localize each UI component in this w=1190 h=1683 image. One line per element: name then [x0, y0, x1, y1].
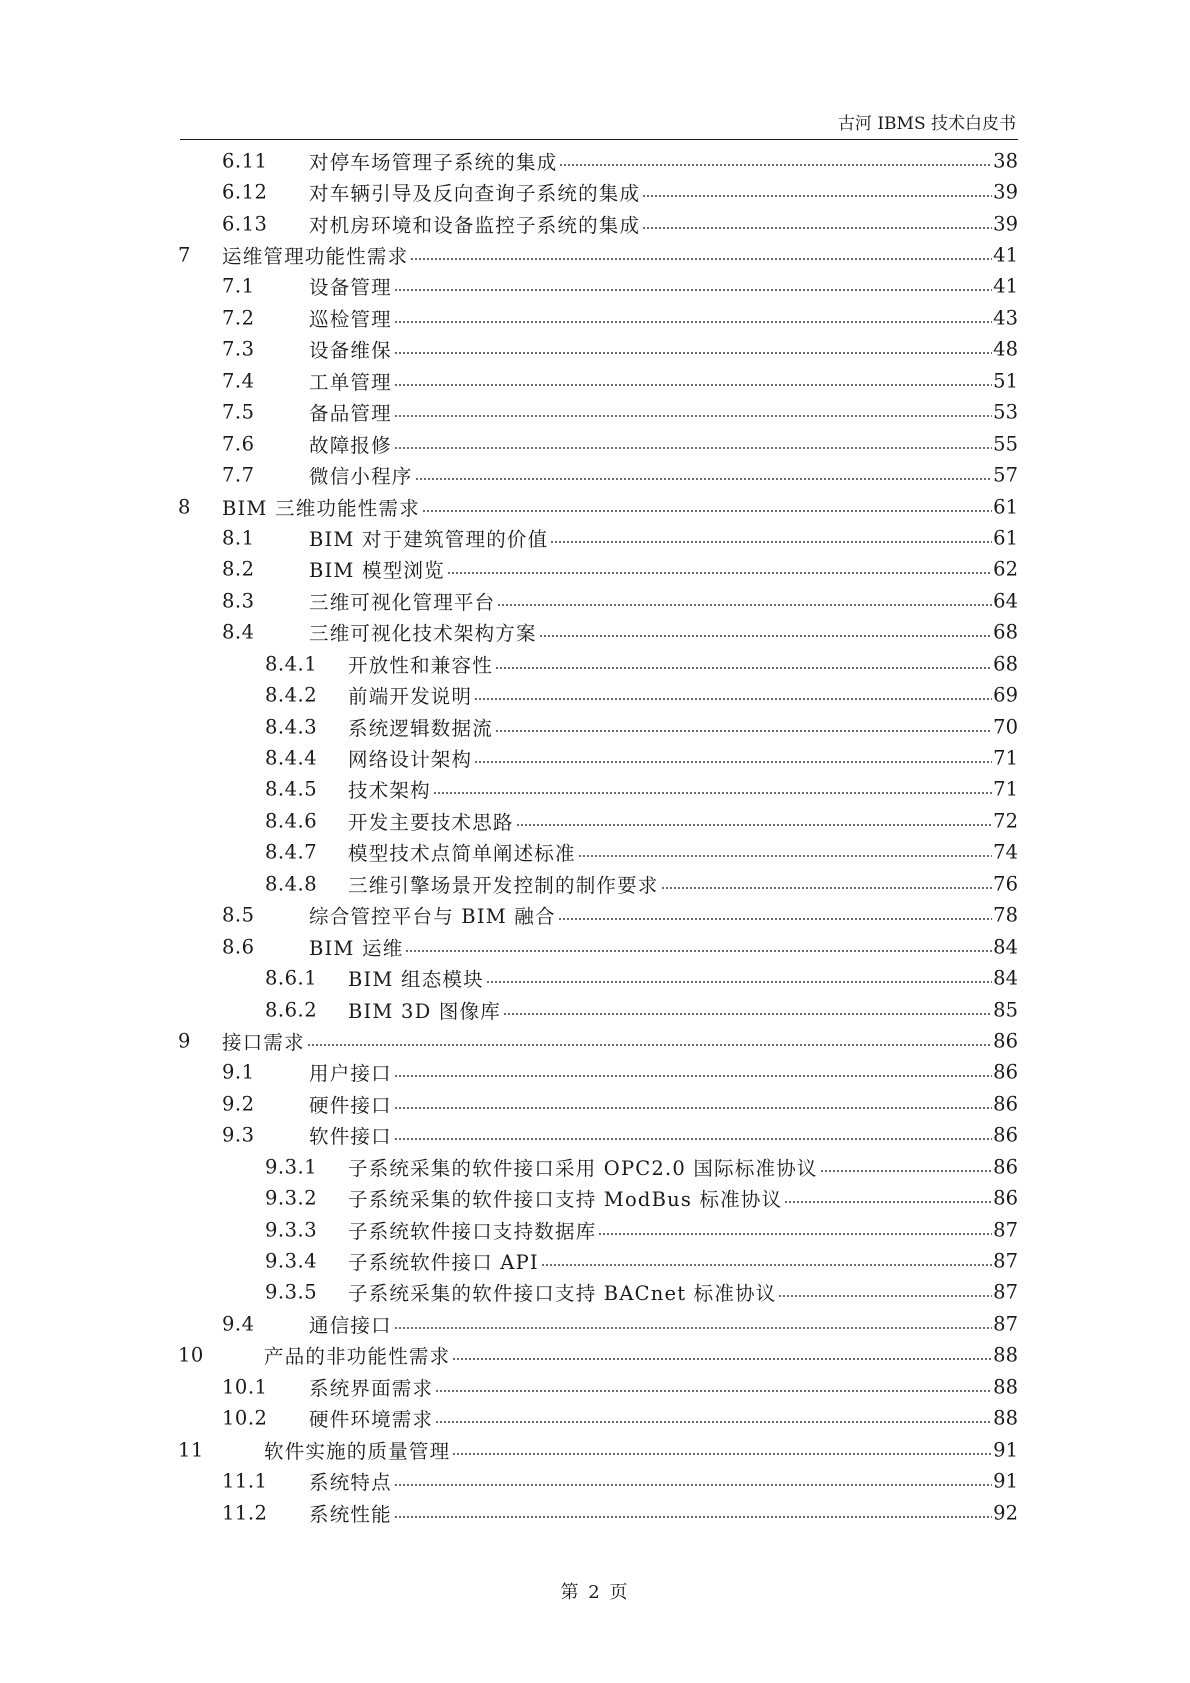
toc-dot-leader: [405, 950, 992, 952]
toc-entry[interactable]: [178, 302, 1018, 333]
toc-dot-leader: [558, 918, 992, 920]
toc-entry-number: 7.2: [222, 306, 255, 330]
toc-dot-leader: [422, 510, 992, 512]
toc-dot-leader: [495, 667, 992, 669]
toc-entry[interactable]: [178, 1371, 1018, 1402]
toc-entry-title: 软件接口: [309, 1125, 392, 1149]
toc-entry[interactable]: [178, 1465, 1018, 1496]
toc-entry-title: 三维引擎场景开发控制的制作要求: [348, 873, 659, 897]
toc-dot-leader: [642, 227, 992, 229]
toc-entry-title: 硬件环境需求: [309, 1408, 434, 1432]
toc-dot-leader: [503, 1013, 992, 1015]
toc-entry-page: 51: [993, 369, 1018, 393]
toc-entry-number: 8: [178, 495, 191, 519]
toc-dot-leader: [784, 1201, 992, 1203]
toc-entry-number: 8.4.7: [265, 840, 318, 864]
toc-entry-page: 74: [993, 840, 1018, 864]
toc-entry-page: 53: [993, 400, 1018, 424]
toc-entry-page: 55: [993, 432, 1018, 456]
toc-entry[interactable]: [178, 1340, 1018, 1371]
toc-entry-page: 61: [993, 495, 1018, 519]
toc-entry[interactable]: [178, 617, 1018, 648]
toc-entry-page: 71: [993, 777, 1018, 801]
toc-entry-page: 86: [993, 1092, 1018, 1116]
toc-entry-title: 模型技术点简单阐述标准: [348, 842, 576, 866]
toc-entry-page: 88: [993, 1375, 1018, 1399]
toc-dot-leader: [642, 195, 992, 197]
toc-entry-number: 8.4: [222, 620, 255, 644]
toc-entry-title: 用户接口: [309, 1062, 392, 1086]
toc-entry-number: 11: [178, 1438, 204, 1462]
toc-entry-title: 软件实施的质量管理: [264, 1439, 451, 1463]
toc-entry-number: 8.1: [222, 526, 255, 550]
toc-entry-page: 48: [993, 337, 1018, 361]
toc-dot-leader: [559, 164, 992, 166]
toc-entry-title: 工单管理: [309, 370, 392, 394]
toc-dot-leader: [394, 321, 992, 323]
toc-entry-title: BIM 三维功能性需求: [222, 496, 420, 520]
toc-dot-leader: [495, 730, 992, 732]
toc-entry-number: 9.3.4: [265, 1249, 318, 1273]
toc-entry[interactable]: [178, 271, 1018, 302]
toc-entry-number: 9.3.5: [265, 1280, 318, 1304]
toc-entry-page: 87: [993, 1280, 1018, 1304]
toc-entry-number: 8.5: [222, 903, 255, 927]
toc-entry[interactable]: [178, 585, 1018, 616]
toc-entry-title: 子系统采集的软件接口采用 OPC2.0 国际标准协议: [348, 1156, 818, 1180]
toc-entry-page: 91: [993, 1438, 1018, 1462]
toc-entry-number: 8.4.3: [265, 715, 318, 739]
toc-entry-title: 巡检管理: [309, 307, 392, 331]
toc-entry-page: 70: [993, 715, 1018, 739]
toc-entry-number: 8.2: [222, 557, 255, 581]
page-header: [180, 112, 1018, 140]
toc-entry-page: 88: [993, 1406, 1018, 1430]
toc-entry-page: 86: [993, 1123, 1018, 1147]
toc-entry-number: 6.12: [222, 180, 268, 204]
toc-entry-page: 85: [993, 998, 1018, 1022]
toc-entry[interactable]: [178, 1120, 1018, 1151]
toc-entry[interactable]: [178, 994, 1018, 1025]
toc-entry-page: 69: [993, 683, 1018, 707]
toc-entry[interactable]: [178, 648, 1018, 679]
toc-entry-title: 前端开发说明: [348, 685, 473, 709]
toc-entry[interactable]: [178, 837, 1018, 868]
toc-entry-page: 57: [993, 463, 1018, 487]
toc-entry[interactable]: [178, 554, 1018, 585]
toc-entry-page: 88: [993, 1343, 1018, 1367]
toc-entry-number: 7: [178, 243, 191, 267]
toc-entry-number: 8.6.1: [265, 966, 318, 990]
toc-entry-page: 78: [993, 903, 1018, 927]
toc-entry-page: 61: [993, 526, 1018, 550]
toc-entry[interactable]: [178, 1277, 1018, 1308]
toc-entry-title: 备品管理: [309, 402, 392, 426]
toc-entry-title: BIM 模型浏览: [309, 559, 445, 583]
toc-entry-number: 7.7: [222, 463, 255, 487]
toc-entry-title: 子系统采集的软件接口支持 ModBus 标准协议: [348, 1188, 783, 1212]
toc-entry-number: 10.1: [222, 1375, 268, 1399]
toc-entry-title: 产品的非功能性需求: [264, 1345, 451, 1369]
toc-entry-number: 9.2: [222, 1092, 255, 1116]
toc-entry[interactable]: [178, 365, 1018, 396]
toc-entry-title: 技术架构: [348, 779, 431, 803]
toc-entry-number: 9.3: [222, 1123, 255, 1147]
toc-entry-title: 开发主要技术思路: [348, 810, 514, 834]
toc-entry-page: 41: [993, 274, 1018, 298]
toc-entry-title: 系统界面需求: [309, 1376, 434, 1400]
toc-entry-number: 11.2: [222, 1501, 268, 1525]
toc-dot-leader: [598, 1233, 992, 1235]
toc-entry-number: 11.1: [222, 1469, 268, 1493]
toc-entry-title: 系统逻辑数据流: [348, 716, 493, 740]
toc-dot-leader: [435, 1421, 992, 1423]
toc-dot-leader: [474, 698, 992, 700]
toc-entry-page: 39: [993, 212, 1018, 236]
toc-entry[interactable]: [178, 145, 1018, 176]
toc-entry-number: 7.6: [222, 432, 255, 456]
toc-entry-title: 对停车场管理子系统的集成: [309, 150, 558, 174]
toc-entry-number: 8.4.1: [265, 652, 318, 676]
toc-entry-page: 72: [993, 809, 1018, 833]
toc-entry-title: 硬件接口: [309, 1093, 392, 1117]
toc-dot-leader: [452, 1453, 992, 1455]
toc-entry-page: 86: [993, 1155, 1018, 1179]
toc-entry-title: 系统性能: [309, 1502, 392, 1526]
toc-entry-title: 运维管理功能性需求: [222, 245, 409, 269]
toc-entry-number: 8.6: [222, 935, 255, 959]
toc-entry-page: 71: [993, 746, 1018, 770]
toc-entry-page: 87: [993, 1218, 1018, 1242]
toc-entry[interactable]: [178, 1088, 1018, 1119]
toc-entry-number: 6.13: [222, 212, 268, 236]
toc-dot-leader: [394, 1138, 992, 1140]
toc-entry-number: 9: [178, 1029, 191, 1053]
toc-entry-number: 7.5: [222, 400, 255, 424]
toc-entry-title: BIM 3D 图像库: [348, 999, 501, 1023]
toc-entry[interactable]: [178, 679, 1018, 710]
toc-dot-leader: [778, 1295, 992, 1297]
page-footer: [0, 1578, 1190, 1604]
toc-entry-title: 系统特点: [309, 1471, 392, 1495]
toc-entry-page: 87: [993, 1249, 1018, 1273]
toc-entry-page: 39: [993, 180, 1018, 204]
toc-entry-page: 86: [993, 1060, 1018, 1084]
toc-dot-leader: [415, 478, 992, 480]
toc-dot-leader: [394, 1516, 992, 1518]
toc-entry-number: 8.4.6: [265, 809, 318, 833]
toc-entry-title: 子系统软件接口 API: [348, 1251, 539, 1275]
toc-entry-page: 84: [993, 935, 1018, 959]
toc-dot-leader: [307, 1044, 992, 1046]
toc-entry[interactable]: [178, 1434, 1018, 1465]
toc-entry-number: 8.4.4: [265, 746, 318, 770]
toc-entry[interactable]: [178, 962, 1018, 993]
toc-dot-leader: [435, 1390, 992, 1392]
toc-entry-number: 9.3.2: [265, 1186, 318, 1210]
toc-dot-leader: [394, 415, 992, 417]
toc-dot-leader: [550, 541, 992, 543]
toc-dot-leader: [578, 855, 992, 857]
toc-entry-title: BIM 对于建筑管理的价值: [309, 527, 549, 551]
toc-entry[interactable]: [178, 1403, 1018, 1434]
toc-entry-page: 86: [993, 1029, 1018, 1053]
toc-dot-leader: [820, 1170, 992, 1172]
toc-entry[interactable]: [178, 774, 1018, 805]
toc-entry[interactable]: [178, 742, 1018, 773]
toc-dot-leader: [474, 761, 992, 763]
toc-entry-title: 对车辆引导及反向查询子系统的集成: [309, 182, 641, 206]
toc-entry-title: 子系统采集的软件接口支持 BACnet 标准协议: [348, 1282, 777, 1306]
toc-entry-number: 7.1: [222, 274, 255, 298]
toc-dot-leader: [394, 1327, 992, 1329]
toc-entry-title: 开放性和兼容性: [348, 653, 493, 677]
toc-dot-leader: [394, 352, 992, 354]
toc-entry-page: 62: [993, 557, 1018, 581]
toc-entry-page: 41: [993, 243, 1018, 267]
toc-entry[interactable]: [178, 397, 1018, 428]
toc-entry-page: 38: [993, 149, 1018, 173]
toc-entry-page: 92: [993, 1501, 1018, 1525]
toc-entry-page: 64: [993, 589, 1018, 613]
toc-entry-number: 6.11: [222, 149, 268, 173]
toc-dot-leader: [394, 1075, 992, 1077]
toc-entry[interactable]: [178, 239, 1018, 270]
toc-entry[interactable]: [178, 931, 1018, 962]
toc-entry[interactable]: [178, 900, 1018, 931]
toc-dot-leader: [516, 824, 992, 826]
toc-entry-title: 故障报修: [309, 433, 392, 457]
toc-entry-title: 设备维保: [309, 339, 392, 363]
toc-entry-page: 84: [993, 966, 1018, 990]
toc-dot-leader: [539, 635, 992, 637]
toc-entry-title: BIM 组态模块: [348, 968, 484, 992]
toc-entry-number: 8.3: [222, 589, 255, 613]
toc-entry-title: BIM 运维: [309, 936, 404, 960]
toc-entry-number: 8.4.5: [265, 777, 318, 801]
toc-entry[interactable]: [178, 1025, 1018, 1056]
toc-entry-title: 子系统软件接口支持数据库: [348, 1219, 597, 1243]
toc-entry-number: 9.4: [222, 1312, 255, 1336]
toc-entry-title: 网络设计架构: [348, 748, 473, 772]
toc-dot-leader: [394, 384, 992, 386]
toc-entry-title: 三维可视化管理平台: [309, 590, 496, 614]
toc-entry-title: 设备管理: [309, 276, 392, 300]
toc-entry[interactable]: [178, 1497, 1018, 1528]
toc-entry-page: 43: [993, 306, 1018, 330]
toc-entry[interactable]: [178, 711, 1018, 742]
toc-entry[interactable]: [178, 208, 1018, 239]
toc-entry-page: 87: [993, 1312, 1018, 1336]
toc-entry[interactable]: [178, 868, 1018, 899]
toc-entry[interactable]: [178, 1182, 1018, 1213]
toc-dot-leader: [661, 887, 992, 889]
toc-entry-title: 综合管控平台与 BIM 融合: [309, 905, 556, 929]
toc-entry-page: 76: [993, 872, 1018, 896]
toc-entry-number: 7.4: [222, 369, 255, 393]
toc-dot-leader: [452, 1358, 992, 1360]
toc-entry-page: 86: [993, 1186, 1018, 1210]
toc-entry-number: 8.4.8: [265, 872, 318, 896]
toc-entry-title: 接口需求: [222, 1030, 305, 1054]
toc-entry[interactable]: [178, 805, 1018, 836]
toc-entry[interactable]: [178, 176, 1018, 207]
toc-entry-page: 68: [993, 620, 1018, 644]
toc-dot-leader: [394, 1107, 992, 1109]
toc-entry[interactable]: [178, 491, 1018, 522]
toc-dot-leader: [433, 792, 992, 794]
toc-dot-leader: [394, 1484, 992, 1486]
toc-dot-leader: [541, 1264, 992, 1266]
toc-entry-title: 三维可视化技术架构方案: [309, 622, 537, 646]
header-title: 古河 IBMS 技术白皮书: [837, 114, 1016, 134]
toc-entry-number: 10: [178, 1343, 204, 1367]
toc-entry-number: 9.3.3: [265, 1218, 318, 1242]
toc-entry[interactable]: [178, 1214, 1018, 1245]
toc-entry-title: 通信接口: [309, 1313, 392, 1337]
toc-entry[interactable]: [178, 1308, 1018, 1339]
toc-entry-page: 68: [993, 652, 1018, 676]
toc-entry[interactable]: [178, 522, 1018, 553]
toc-entry[interactable]: [178, 428, 1018, 459]
page-number-label: 第 2 页: [560, 1582, 630, 1603]
toc-entry[interactable]: [178, 1057, 1018, 1088]
toc-entry[interactable]: [178, 459, 1018, 490]
toc-entry-number: 8.4.2: [265, 683, 318, 707]
toc-dot-leader: [497, 604, 992, 606]
toc-entry[interactable]: [178, 334, 1018, 365]
table-of-contents: [178, 145, 1018, 1528]
toc-entry[interactable]: [178, 1151, 1018, 1182]
toc-dot-leader: [394, 289, 992, 291]
toc-dot-leader: [447, 572, 992, 574]
toc-dot-leader: [410, 258, 992, 260]
toc-dot-leader: [394, 447, 992, 449]
toc-entry-number: 8.6.2: [265, 998, 318, 1022]
toc-entry[interactable]: [178, 1245, 1018, 1276]
toc-entry-number: 9.3.1: [265, 1155, 318, 1179]
toc-dot-leader: [486, 981, 992, 983]
toc-entry-page: 91: [993, 1469, 1018, 1493]
toc-entry-number: 9.1: [222, 1060, 255, 1084]
toc-entry-number: 7.3: [222, 337, 255, 361]
toc-entry-number: 10.2: [222, 1406, 268, 1430]
toc-entry-title: 对机房环境和设备监控子系统的集成: [309, 213, 641, 237]
toc-entry-title: 微信小程序: [309, 465, 413, 489]
